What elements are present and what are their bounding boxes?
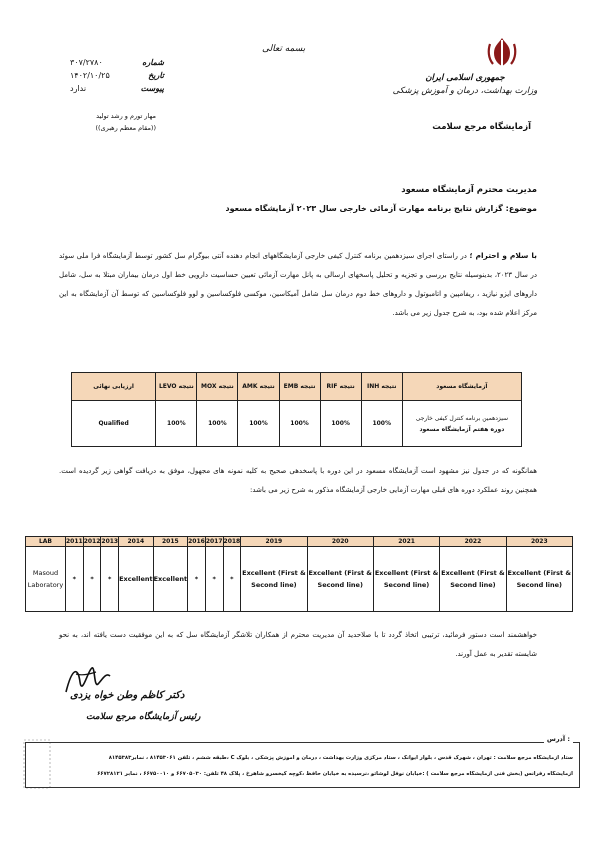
paragraph1-text: در راستای اجرای سیزدهمین برنامه کنترل کیفی خارجی آزمایشگاههای انجام دهنده آنتی بیوگرام سل کشور توسط آزمایشگاه فرا ملی سوئد در سال ۲۰۲۳، بدینوسیله نتایج بررسی و تجزیه و تحلیل پاسخهای ارسالی به پانل مهارت آزمائی تعیین حساسیت دارویی خط اول درمان بیماران مبتلا به سل، شامل داروهای ایزو نیازید ، ریفامپین و اتامبوتول و داروهای خط دوم درمان سل شامل آمیکاسین، موکسی فلوکساسین و لوو فلوکساسین که توسط آن آزمایشگاه به این مرکز اعلام شده بود، به شرح جدول زیر می باشد. <box>59 252 537 317</box>
slogan-line2: ((مقام معظم رهبری)) <box>95 124 156 132</box>
result-amk: 100% <box>238 401 279 447</box>
lab-title: آزمایشگاه مرجع سلامت <box>432 122 531 132</box>
meta-date-value: ۱۴۰۲/۱۰/۲۵ <box>70 71 110 80</box>
footer-label: آدرس : <box>544 735 573 743</box>
history-table <box>25 536 573 612</box>
col-rif: نتیجه RIF <box>320 373 361 401</box>
history-table-header <box>26 537 573 547</box>
footer-line-reference-lab: آزمایشگاه رفرانس (بخش فنی آزمایشگاه مرجع سلامت ) :خیابان نوفل لوشاتو ،نرسیده به خیابان حافظ ،کوچه کیخسرو شاهرخ ، پلاک ۴۸ تلفن: ۶۶۷۰۵۰۳۰ و ۶۶۷۵۰۰۱۰ ، نمابر ۶۶۷۲۸۱۲۱ <box>97 771 573 777</box>
history-2021: Excellent (First & Second line) <box>373 547 439 612</box>
history-2022: Excellent (First & Second line) <box>440 547 506 612</box>
col-2015: 2015 <box>153 537 188 547</box>
letter-meta <box>70 56 164 95</box>
col-2020: 2020 <box>307 537 373 547</box>
col-2023: 2023 <box>506 537 572 547</box>
history-2012: * <box>83 547 101 612</box>
history-2019: Excellent (First & Second line) <box>241 547 307 612</box>
subject: موضوع: گزارش نتایج برنامه مهارت آزمائی خارجی سال ۲۰۲۳ آزمایشگاه مسعود <box>225 204 537 213</box>
result-inh: 100% <box>361 401 402 447</box>
meta-number-value: ۳۰۷/۲۷۸۰ <box>70 58 103 67</box>
basmala: بسمه تعالی <box>262 44 306 54</box>
result-mox: 100% <box>197 401 238 447</box>
table-row <box>26 547 573 612</box>
col-2016: 2016 <box>188 538 205 545</box>
result-rif: 100% <box>320 401 361 447</box>
iran-emblem-icon <box>484 36 520 70</box>
table-row <box>72 401 522 447</box>
col-2013: 2013 <box>101 538 119 545</box>
col-lab: LAB <box>26 537 66 547</box>
paragraph-intro <box>59 246 537 323</box>
col-lab: آزمایشگاه مسعود <box>402 373 521 401</box>
col-2014: 2014 <box>119 537 154 547</box>
signatory-name: دکتر کاظم وطن خواه یزدی <box>70 690 185 701</box>
col-2011: 2011 <box>66 538 83 545</box>
history-2020: Excellent (First & Second line) <box>307 547 373 612</box>
col-evaluation: ارزیابی نهائی <box>72 373 156 401</box>
result-levo: 100% <box>156 401 197 447</box>
ministry-title <box>385 72 545 98</box>
history-2015: Excellent <box>153 547 188 612</box>
col-2019: 2019 <box>241 537 307 547</box>
col-levo: نتیجه LEVO <box>156 373 197 401</box>
meta-attachment-label: پیوست <box>140 83 164 93</box>
col-2021: 2021 <box>373 537 439 547</box>
footer-line-hq: ستاد آزمایشگاه مرجع سلامت : تهران ، شهرک قدس ، بلوار ایوانک ، ستاد مرکزی وزارت بهداشت ، درمان و آموزش پزشکی ، بلوک C ،طبقه ششم ، تلفن ۸۱۴۵۳۰۶۱ ، نمابر۸۱۴۵۳۸۳ <box>108 755 573 761</box>
result-emb: 100% <box>279 401 320 447</box>
meta-attachment-row <box>70 82 164 95</box>
history-2013: * <box>101 547 119 612</box>
lab-cell <box>402 401 521 447</box>
col-2022: 2022 <box>440 537 506 547</box>
footer-address <box>25 735 580 788</box>
col-2012: 2012 <box>83 538 101 545</box>
history-2017: * <box>205 547 223 612</box>
meta-number-label: شماره <box>142 57 164 67</box>
addressee: مدیریت محترم آزمایشگاه مسعود <box>401 185 537 195</box>
greeting: با سلام و احترام ؛ <box>469 251 537 260</box>
lab-cell-line2: دوره هفتم آزمایشگاه مسعود <box>419 425 505 433</box>
paragraph-request: خواهشمند است دستور فرمائید، ترتیبی اتخاذ گردد تا با صلاحدید آن مدیریت محترم از همکاران تلاشگر آزمایشگاه سل که به این موفقیت دست یافته اند، به نحو شایسته تقدیر به عمل آورند. <box>59 631 537 658</box>
meta-date-label: تاریخ <box>148 70 164 80</box>
results-table <box>71 372 522 447</box>
meta-date-row <box>70 69 164 82</box>
slogan-line1: مهار تورم و رشد تولید <box>96 112 156 120</box>
slogan <box>60 110 156 134</box>
col-2017: 2017 <box>205 538 223 545</box>
paragraph-performance: همانگونه که در جدول نیز مشهود است آزمایشگاه مسعود در این دوره با پاسخدهی صحیح به کلیه نمونه های مجهول، موفق به دریافت گواهی زیر گردیده است. همچنین روند عملکرد دوره های قبلی مهارت آزمایی خارجی آزمایشگاه مذکور به شرح زیر می باشد: <box>59 467 537 494</box>
col-emb: نتیجه EMB <box>279 373 320 401</box>
lab-cell-line1: سیزدهمین برنامه کنترل کیفی خارجی <box>415 414 509 422</box>
meta-number-row <box>70 56 164 69</box>
final-evaluation: Qualified <box>72 401 156 447</box>
history-2014: Excellent <box>119 547 154 612</box>
col-amk: نتیجه AMK <box>238 373 279 401</box>
signatory-title: رئیس آزمایشگاه مرجع سلامت <box>86 712 201 722</box>
col-2018: 2018 <box>223 538 241 545</box>
col-mox: نتیجه MOX <box>197 373 238 401</box>
ministry-line2: وزارت بهداشت، درمان و آموزش پزشکی <box>392 86 538 96</box>
results-table-header <box>72 373 522 401</box>
history-2016: * <box>188 547 206 612</box>
ministry-line1: جمهوری اسلامی ایران <box>425 73 505 83</box>
history-2018: * <box>223 547 241 612</box>
meta-attachment-value: ندارد <box>70 84 87 93</box>
history-2023: Excellent (First & Second line) <box>506 547 572 612</box>
history-lab: Masoud Laboratory <box>26 547 66 612</box>
col-inh: نتیجه INH <box>361 373 402 401</box>
history-2011: * <box>66 547 84 612</box>
